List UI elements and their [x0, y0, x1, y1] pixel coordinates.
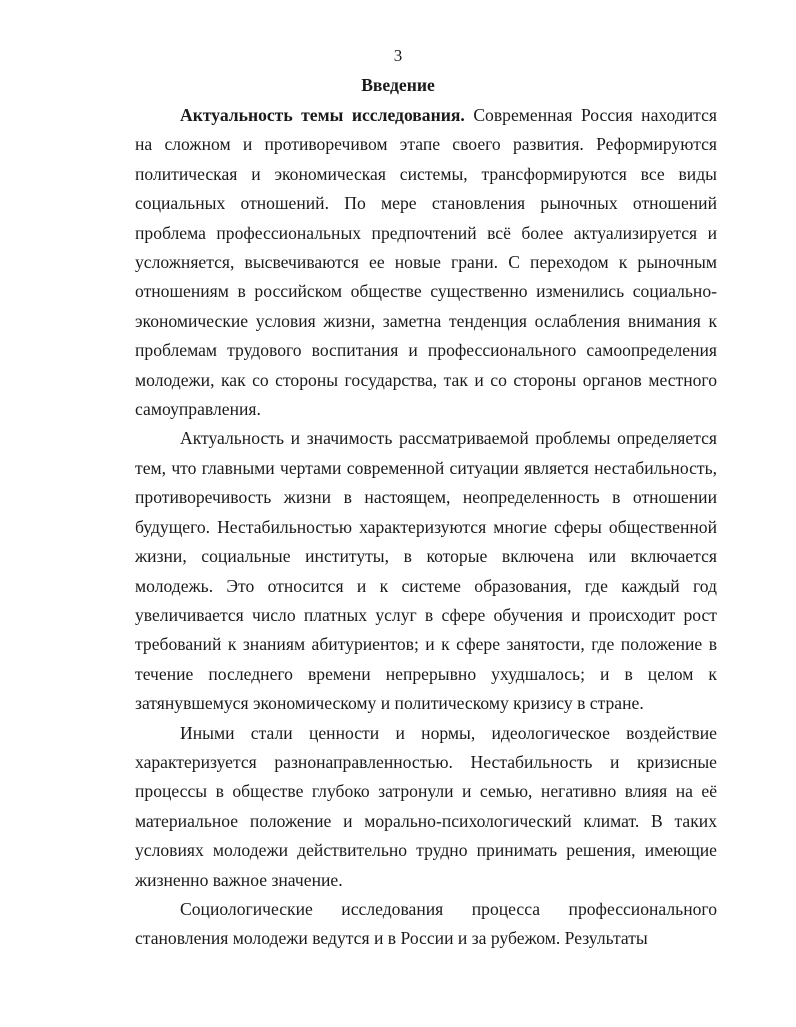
- paragraph-significance: Актуальность и значимость рассматриваемой проблемы определяется тем, что главными чертами современной ситуации является нестабильность, противоречивость жизни в настоящем, неопределенность в отношении будущего. Нестабильностью характеризуются многие сферы общественной жизни, социальные институты, в которые включена или включается молодежь. Это относится и к системе образования, где каждый год увеличивается число платных услуг в сфере обучения и происходит рост требований к знаниям абитуриентов; и к сфере занятости, где положение в течение последнего времени непрерывно ухудшалось; и в целом к затянувшемуся экономическому и политическому кризису в стране.: [135, 428, 717, 714]
- paragraph-values: Иными стали ценности и нормы, идеологическое воздействие характеризуется разнонаправленностью. Нестабильность и кризисные процессы в обществе глубоко затронули и семью, негативно влияя на её материальное положение и морально-психологический климат. В таких условиях молодежи действительно трудно принимать решения, имеющие жизненно важное значение.: [135, 722, 717, 890]
- paragraph-research: Социологические исследования процесса профессионального становления молодежи ведутся и в России и за рубежом. Результаты: [135, 898, 717, 949]
- paragraph-relevance: [135, 101, 717, 424]
- paragraph-text: Современная Россия находится на сложном и противоречивом этапе своего развития. Реформируются политическая и экономическая системы, трансформируются все виды социальных отношений. По мере становления рыночных отношений проблема профессиональных предпочтений всё более актуализируется и усложняется, высвечиваются ее новые грани. С переходом к рыночным отношениям в российском обществе существенно изменились социально-экономические условия жизни, заметна тенденция ослабления внимания к проблемам трудового воспитания и профессионального самоопределения молодежи, как со стороны государства, так и со стороны органов местного самоуправления.: [135, 105, 717, 420]
- page-title: Введение: [361, 75, 435, 95]
- paragraph-lead: Актуальность темы исследования.: [180, 105, 465, 125]
- page-number: 3: [393, 46, 403, 65]
- body-text: [135, 101, 717, 954]
